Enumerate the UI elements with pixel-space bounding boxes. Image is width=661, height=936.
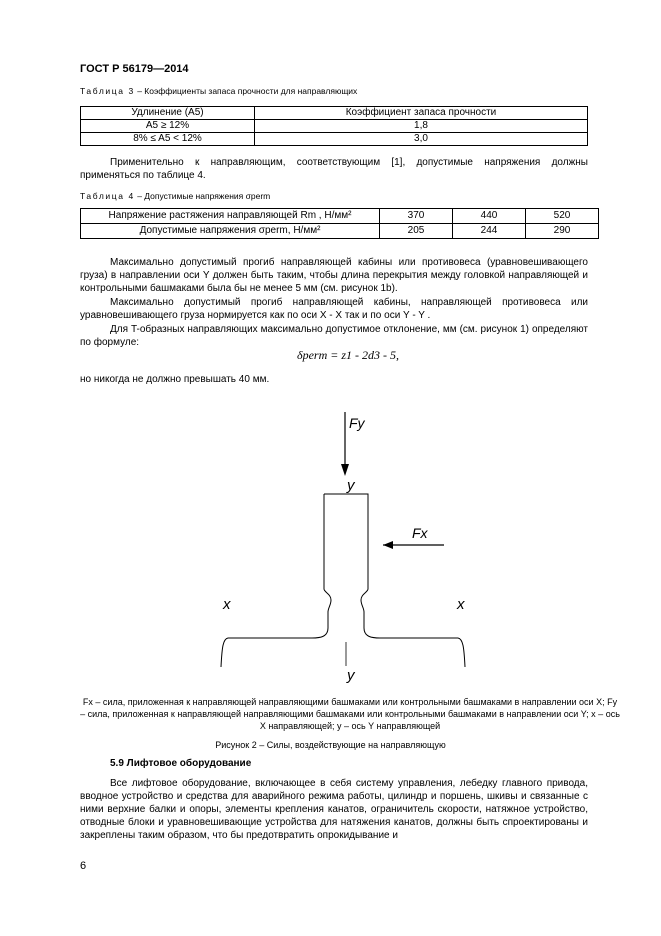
label-y-top: y (347, 477, 355, 494)
table4-caption-text: – Допустимые напряжения σperm (134, 191, 271, 201)
table-cell: 8% ≤ A5 < 12% (81, 133, 255, 146)
table-cell: 440 (453, 209, 526, 224)
label-x-left: x (223, 596, 231, 613)
table-cell: Допустимые напряжения σperm, Н/мм² (81, 224, 380, 239)
paragraph: Все лифтовое оборудование, включающее в себя систему управления, лебедку главного привода, вводное устройство и средства для аварийного режима работы, цилиндр и поршень, шкивы и связанные с ними верхние балки и опоры, элементы крепления канатов, ограничитель скорости, натяжное устройство, отводные блоки и уравновешивающие устройства для натяжения канатов, должны быть спроектированы и закреплены таким образом, что бы предотвратить опрокидывание и (80, 778, 588, 841)
table3-header-row (81, 107, 588, 120)
table3-caption-label: Таблица 3 (80, 86, 135, 96)
table-cell: 3,0 (255, 133, 588, 146)
label-y-bottom: y (347, 667, 355, 684)
table-row (81, 120, 588, 133)
fy-arrow-head (341, 464, 349, 476)
label-fx: Fx (412, 525, 428, 541)
table3-caption (80, 86, 357, 96)
page-number: 6 (80, 860, 87, 872)
paragraph: Максимально допустимый прогиб направляющей кабины, направляющей противовеса или уравновешивающего груза нормируется как по оси X - X так и по оси Y - Y . (80, 297, 588, 321)
formula: δperm = z1 - 2d3 - 5, (297, 348, 399, 362)
table3 (80, 106, 588, 146)
figure-caption: Рисунок 2 – Силы, воздействующие на направляющую (215, 740, 446, 750)
table-row (81, 209, 599, 224)
label-fy: Fy (349, 415, 365, 431)
table-cell: A5 ≥ 12% (81, 120, 255, 133)
table-cell: 244 (453, 224, 526, 239)
table-cell: 370 (380, 209, 453, 224)
section-title: 5.9 Лифтовое оборудование (110, 758, 252, 769)
table-cell: 1,8 (255, 120, 588, 133)
table-cell: 290 (526, 224, 599, 239)
table-row (81, 133, 588, 146)
table-row (81, 224, 599, 239)
table-cell: 205 (380, 224, 453, 239)
paragraph: Для T-образных направляющих максимально допустимое отклонение, мм (см. рисунок 1) определяют по формуле: (80, 324, 588, 348)
table-cell: 520 (526, 209, 599, 224)
figure-legend: Fx – сила, приложенная к направляющей направляющими башмаками или контрольными башмаками в направлении оси X; Fy – сила, приложенная к направляющей направляющими башмаками или контрольными башмаками в направлении оси Y; x – ось X направляющей; y – ось Y направляющей (80, 697, 620, 731)
table4-caption (80, 191, 270, 201)
paragraph: Применительно к направляющим, соответствующим [1], допустимые напряжения должны применяться по таблице 4. (80, 157, 588, 181)
table3-caption-text: – Коэффициенты запаса прочности для направляющих (134, 86, 358, 96)
table3-head-cell: Удлинение (A5) (81, 107, 255, 120)
rail-force-diagram (200, 412, 500, 687)
table3-head-cell: Коэффициент запаса прочности (255, 107, 588, 120)
paragraph: Максимально допустимый прогиб направляющей кабины или противовеса (уравновешивающего груза) в направлении оси Y должен быть таким, чтобы длина перекрытия между головкой направляющей и контрольными башмаками была бы не менее 5 мм (см. рисунок 1b). (80, 257, 588, 294)
table-cell: Напряжение растяжения направляющей Rm , Н/мм² (81, 209, 380, 224)
label-x-right: x (457, 596, 465, 613)
table4-caption-label: Таблица 4 (80, 191, 135, 201)
paragraph: но никогда не должно превышать 40 мм. (80, 374, 270, 385)
document-header: ГОСТ Р 56179—2014 (80, 63, 189, 75)
fx-arrow-head (383, 541, 393, 549)
table4 (80, 208, 599, 239)
t-rail-profile (221, 494, 465, 667)
